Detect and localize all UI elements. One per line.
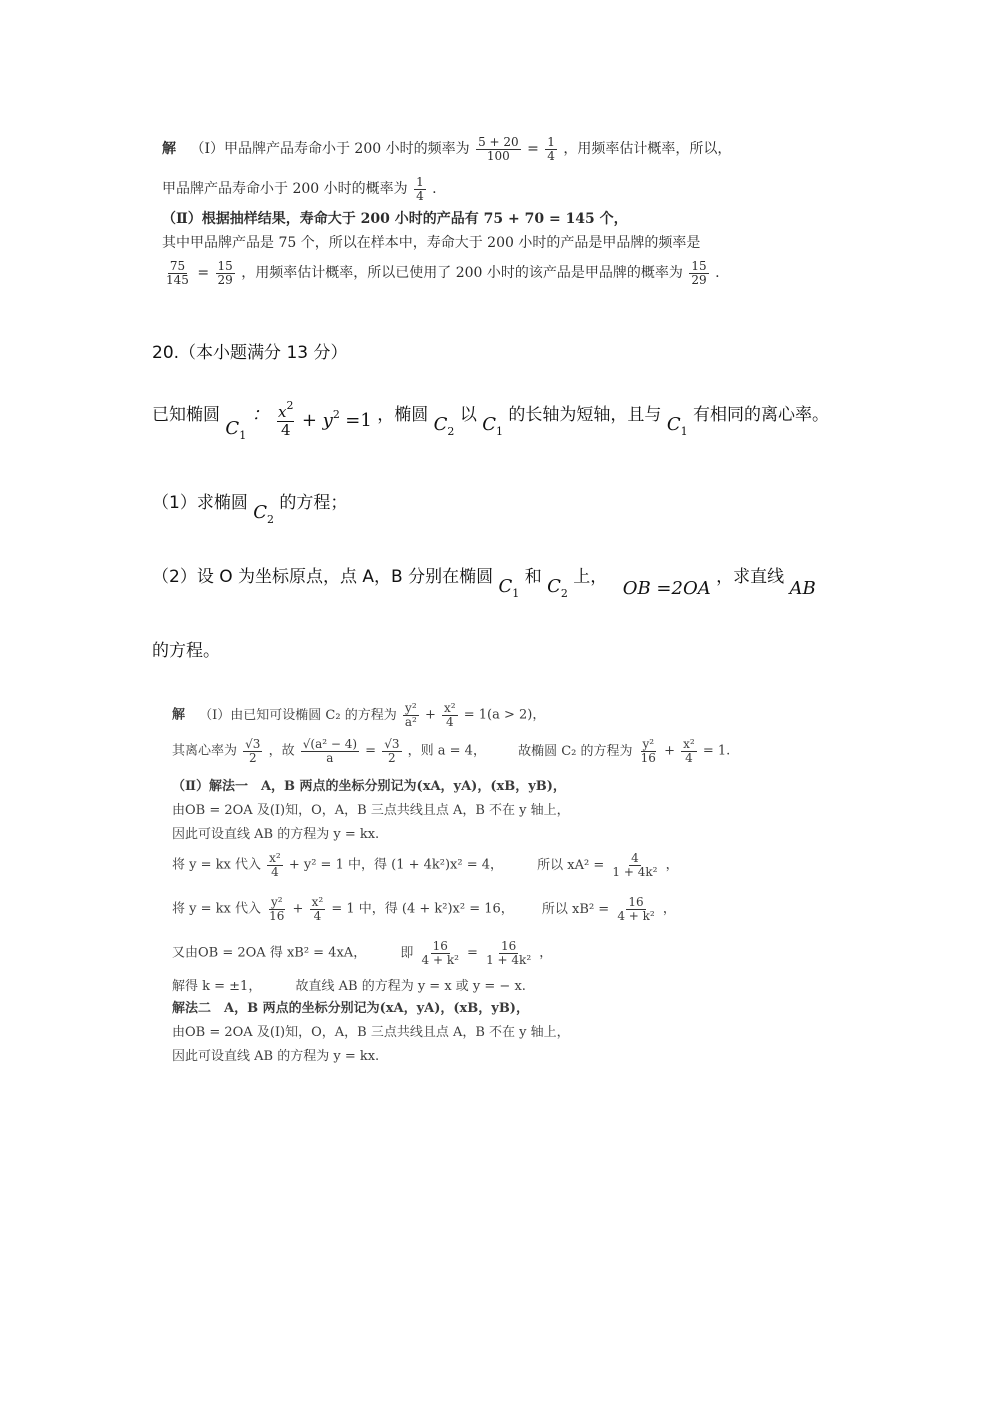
- fraction: [476, 136, 521, 162]
- subscript: 1: [680, 425, 688, 438]
- subscript: 1: [496, 425, 503, 438]
- solution-text: = 1 中，得 (4 + k²)x² = 16，: [331, 901, 514, 917]
- fraction-x2-over-4: [277, 400, 294, 438]
- fraction: [382, 738, 401, 764]
- solution-text: ，用频率估计概率，所以，: [563, 141, 732, 158]
- equals-sign: =: [527, 141, 539, 158]
- statement-text: 已知椭圆: [152, 405, 220, 425]
- subscript: 1: [512, 587, 520, 600]
- fraction: [420, 940, 461, 966]
- fraction-denominator: 29: [217, 272, 233, 287]
- fraction: [484, 940, 533, 966]
- line-ab: AB: [789, 578, 816, 599]
- fraction-numerator: 16: [432, 939, 448, 953]
- subscript: 2: [267, 513, 275, 526]
- solution-line-11: 由OB = 2OA 及(Ⅰ)知，O，A，B 三点共线且点 A，B 不在 y 轴上，: [172, 1025, 570, 1040]
- symbol-c: C: [498, 576, 513, 597]
- statement-text: ，椭圆: [377, 405, 429, 425]
- solution-text: 将 y = kx 代入: [172, 857, 261, 873]
- ellipse-c1: [482, 414, 503, 438]
- fraction-numerator: [277, 400, 294, 422]
- vector-equation: OB =2OA: [622, 578, 711, 599]
- plus-y: + y: [301, 410, 333, 431]
- ellipse-c2: [547, 576, 568, 600]
- fraction-numerator: 15: [691, 259, 707, 273]
- solution-line-4: 由OB = 2OA 及(Ⅰ)知，O，A，B 三点共线且点 A，B 不在 y 轴上，: [172, 803, 570, 818]
- statement-text: 以: [459, 405, 477, 425]
- fraction-numerator: √3: [245, 737, 261, 751]
- solution-text: 又由OB = 2OA 得 xB² = 4xA，: [172, 945, 367, 961]
- fraction-denominator: a²: [404, 714, 417, 729]
- fraction-denominator: 16: [640, 750, 656, 765]
- fraction-numerator: x²: [683, 737, 695, 751]
- solution-text: ，: [539, 945, 553, 961]
- ellipse-c1: [225, 418, 247, 442]
- fraction: [310, 896, 326, 922]
- symbol-c: C: [482, 414, 496, 435]
- fraction-numerator: √(a² − 4): [302, 737, 358, 751]
- question-text: ，求直线: [716, 567, 785, 587]
- subscript: 2: [447, 425, 455, 438]
- solution-text: = 1(a > 2)，: [463, 707, 546, 723]
- question-text: （1）求椭圆: [152, 493, 248, 513]
- question-text: 的方程；: [279, 493, 348, 513]
- fraction-denominator: 100: [486, 148, 510, 163]
- fraction-denominator: 4: [271, 864, 279, 879]
- fraction-numerator: 4: [631, 851, 639, 865]
- fraction-denominator: 1 + 4k²: [612, 864, 658, 879]
- question-text: 和: [524, 567, 542, 587]
- question-text: （2）设 O 为坐标原点，点 A，B 分别在椭圆: [152, 567, 494, 587]
- equals-sign: =: [197, 265, 210, 282]
- fraction-numerator: x²: [444, 701, 456, 715]
- fraction: [414, 176, 426, 202]
- ellipse-c2: [253, 502, 275, 526]
- solution-text: ，: [665, 857, 679, 873]
- fraction-denominator: 4: [313, 908, 322, 923]
- symbol-c: C: [225, 418, 240, 439]
- solution-text: 所以 xA² =: [537, 857, 605, 873]
- fraction-numerator: 5 + 20: [478, 135, 519, 149]
- solution-label: 解: [162, 141, 176, 158]
- solution-text: （Ⅰ）甲品牌产品寿命小于 200 小时的频率为: [190, 141, 470, 158]
- solution-text: = 1.: [702, 743, 731, 759]
- fraction-denominator: 4: [280, 420, 291, 439]
- fraction: [164, 260, 191, 286]
- solution-text: ，用频率估计概率，所以已使用了 200 小时的该产品是甲品牌的概率为: [241, 265, 683, 282]
- fraction-denominator: 2: [248, 750, 257, 765]
- equals-sign: =: [467, 945, 478, 961]
- solution-text: （Ⅰ）由已知可设椭圆 C₂ 的方程为: [199, 707, 397, 723]
- solution-line-9: [172, 980, 526, 993]
- fraction-numerator: y²: [642, 737, 655, 751]
- fraction-numerator: √3: [384, 737, 400, 751]
- fraction: [615, 896, 656, 922]
- fraction-numerator: y²: [405, 701, 417, 715]
- solution-text: ，: [662, 901, 676, 917]
- solution-line-5: [162, 260, 720, 286]
- fraction-numerator: 16: [628, 895, 644, 909]
- fraction: [403, 702, 419, 728]
- solution-text: 即: [400, 945, 414, 961]
- solution-line-4: 其中甲品牌产品是 75 个，所以在样本中，寿命大于 200 小时的产品是甲品牌的频率是: [162, 235, 701, 251]
- fraction-numerator: 15: [217, 259, 233, 273]
- solution-line-2: [162, 176, 437, 202]
- solution-text: ，故: [268, 743, 295, 759]
- plus-sign: +: [664, 743, 675, 759]
- ellipse-c2: [433, 414, 455, 438]
- subscript: 2: [560, 587, 568, 600]
- fraction: [243, 738, 262, 764]
- problem-statement: [152, 396, 829, 442]
- ellipse-c1: [498, 576, 520, 600]
- fraction-denominator: 4 + k²: [617, 908, 655, 923]
- fraction-denominator: 4: [416, 188, 424, 203]
- fraction-denominator: a: [326, 750, 334, 765]
- symbol-c: C: [666, 414, 681, 435]
- fraction-denominator: 16: [269, 908, 285, 923]
- fraction-denominator: 4: [547, 148, 555, 163]
- fraction: [267, 896, 286, 922]
- fraction-numerator: y²: [270, 895, 283, 909]
- scanned-solution-19: [162, 128, 782, 298]
- fraction: [639, 738, 658, 764]
- fraction-numerator: 1: [416, 175, 424, 189]
- question-2: [152, 562, 816, 600]
- statement-text: 的长轴为短轴，且与: [508, 405, 662, 425]
- fraction-denominator: 145: [166, 272, 189, 287]
- solution-line-3: （Ⅱ）根据抽样结果，寿命大于 200 小时的产品有 75 + 70 = 145 个，: [162, 211, 628, 227]
- fraction: [267, 852, 283, 878]
- fraction: [216, 260, 235, 286]
- solution-line-10: 解法二 A，B 两点的坐标分别记为(xA，yA)，(xB，yB)，: [172, 1001, 529, 1016]
- solution-text: 故椭圆 C₂ 的方程为: [518, 743, 633, 759]
- fraction: [301, 738, 359, 764]
- fraction-numerator: 1: [547, 135, 555, 149]
- fraction-denominator: 4: [685, 750, 693, 765]
- equals-sign: =: [365, 743, 377, 759]
- solution-line-3: （Ⅱ）解法一 A，B 两点的坐标分别记为(xA，yA)，(xB，yB)，: [172, 779, 566, 794]
- fraction: [610, 852, 659, 878]
- fraction-denominator: 4: [445, 714, 454, 729]
- solution-text: .: [432, 181, 437, 198]
- plus-sign: +: [424, 707, 436, 723]
- ellipse-c1: [666, 414, 688, 438]
- solution-label: 解: [172, 707, 186, 723]
- solution-text: 解得 k = ±1，: [172, 979, 262, 994]
- statement-text: 有相同的离心率。: [693, 405, 829, 425]
- fraction-denominator: 2: [388, 750, 396, 765]
- equals-one: =1: [345, 410, 372, 431]
- superscript: 2: [332, 408, 340, 421]
- solution-line-6: [172, 852, 679, 878]
- solution-line-8: [172, 940, 552, 966]
- solution-line-1: [172, 702, 545, 728]
- solution-text: + y² = 1 中，得 (1 + 4k²)x² = 4，: [288, 857, 504, 873]
- fraction-denominator: 4 + k²: [421, 952, 459, 967]
- problem-20: [152, 330, 872, 670]
- fraction: [442, 702, 458, 728]
- symbol-c: C: [253, 502, 268, 523]
- fraction: [681, 738, 697, 764]
- plus-sign: +: [292, 901, 304, 917]
- fraction: [689, 260, 708, 286]
- solution-line-1: [162, 136, 731, 162]
- solution-text: 所以 xB² =: [541, 901, 610, 917]
- solution-line-7: [172, 896, 676, 922]
- question-1: [152, 488, 348, 526]
- subscript: 1: [239, 429, 247, 442]
- solution-line-2: [172, 738, 730, 764]
- fraction: [545, 136, 557, 162]
- fraction-denominator: 29: [691, 272, 707, 287]
- fraction-numerator: 16: [500, 939, 517, 953]
- question-text: 上，: [573, 567, 608, 587]
- colon: ：: [251, 404, 270, 425]
- scanned-solution-20: [172, 696, 772, 1076]
- fraction-numerator: x²: [311, 895, 324, 909]
- superscript: 2: [286, 399, 294, 412]
- symbol-c: C: [547, 576, 561, 597]
- solution-line-5: 因此可设直线 AB 的方程为 y = kx.: [172, 827, 380, 842]
- solution-text: 将 y = kx 代入: [172, 901, 261, 917]
- variable-x: x: [278, 403, 287, 421]
- fraction-denominator: 1 + 4k²: [486, 952, 532, 967]
- question-2-continued: 的方程。: [152, 641, 220, 661]
- symbol-c: C: [433, 414, 448, 435]
- fraction-numerator: 75: [169, 259, 186, 273]
- solution-text: .: [715, 265, 720, 282]
- solution-text: 甲品牌产品寿命小于 200 小时的概率为: [162, 181, 408, 198]
- solution-text: 故直线 AB 的方程为 y = x 或 y = − x.: [295, 979, 526, 994]
- solution-line-12: 因此可设直线 AB 的方程为 y = kx.: [172, 1049, 380, 1064]
- solution-text: ，则 a = 4，: [407, 743, 486, 759]
- problem-heading: 20.（本小题满分 13 分）: [152, 343, 348, 363]
- fraction-numerator: x²: [269, 851, 281, 865]
- solution-text: 其离心率为: [172, 743, 238, 759]
